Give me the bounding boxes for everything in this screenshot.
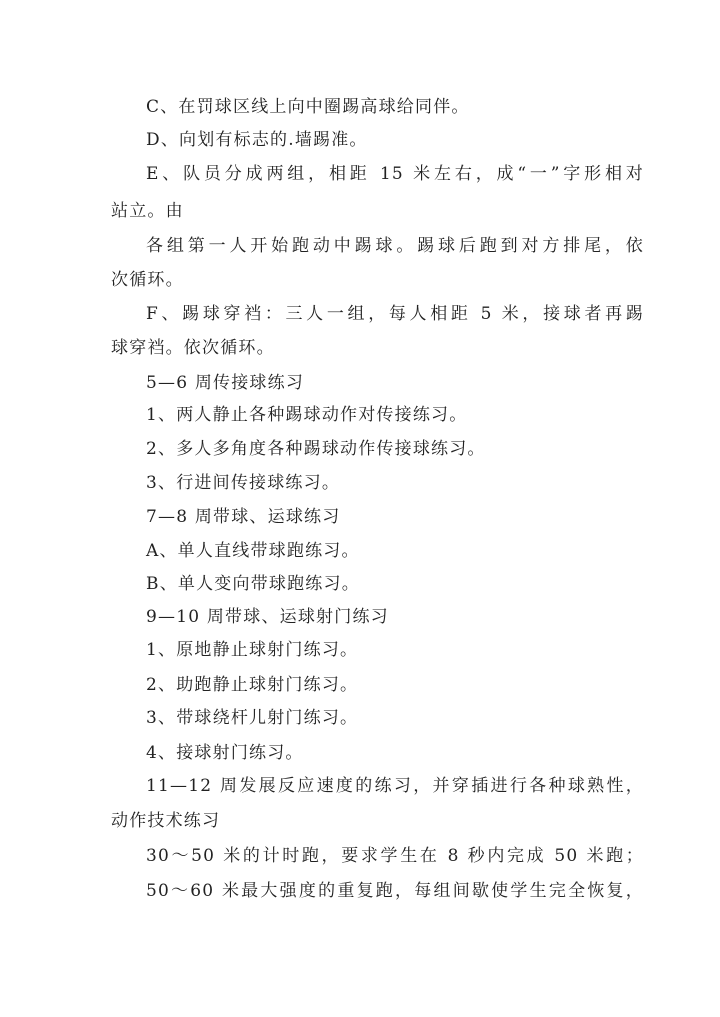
text-line: 3、带球绕杆儿射门练习。 xyxy=(146,708,359,728)
text-line: 2、助跑静止球射门练习。 xyxy=(146,675,359,695)
text-line: 站立。由 xyxy=(111,201,184,221)
text-line: 4、接球射门练习。 xyxy=(146,743,304,763)
section-heading: 11—12 周发展反应速度的练习，并穿插进行各种球熟性， xyxy=(146,776,644,796)
text-line: 1、原地静止球射门练习。 xyxy=(146,640,359,660)
section-heading: 5—6 周传接球练习 xyxy=(146,373,305,393)
text-line: 2、多人多角度各种踢球动作传接球练习。 xyxy=(146,439,486,459)
text-line: 次循环。 xyxy=(111,270,184,290)
text-line: 1、两人静止各种踢球动作对传接练习。 xyxy=(146,405,468,425)
text-line: 30～50 米的计时跑，要求学生在 8 秒内完成 50 米跑； xyxy=(146,846,644,866)
section-heading: 7—8 周带球、运球练习 xyxy=(146,507,341,527)
text-line: C、在罚球区线上向中圈踢高球给同伴。 xyxy=(146,97,470,117)
section-heading: 9—10 周带球、运球射门练习 xyxy=(146,607,389,627)
text-line: D、向划有标志的.墙踢准。 xyxy=(146,130,368,150)
text-line: F、踢球穿裆：三人一组，每人相距 5 米，接球者再踢 xyxy=(146,304,644,324)
text-line: B、单人变向带球跑练习。 xyxy=(146,574,360,594)
text-line: 各组第一人开始跑动中踢球。踢球后跑到对方排尾，依 xyxy=(146,236,644,256)
text-line: 球穿裆。依次循环。 xyxy=(111,338,275,358)
text-line: 动作技术练习 xyxy=(111,811,221,831)
text-line: E、队员分成两组，相距 15 米左右，成“一”字形相对 xyxy=(146,164,644,184)
text-line: 50～60 米最大强度的重复跑，每组间歇使学生完全恢复， xyxy=(146,881,644,901)
text-line: 3、行进间传接球练习。 xyxy=(146,473,341,493)
text-line: A、单人直线带球跑练习。 xyxy=(146,541,360,561)
